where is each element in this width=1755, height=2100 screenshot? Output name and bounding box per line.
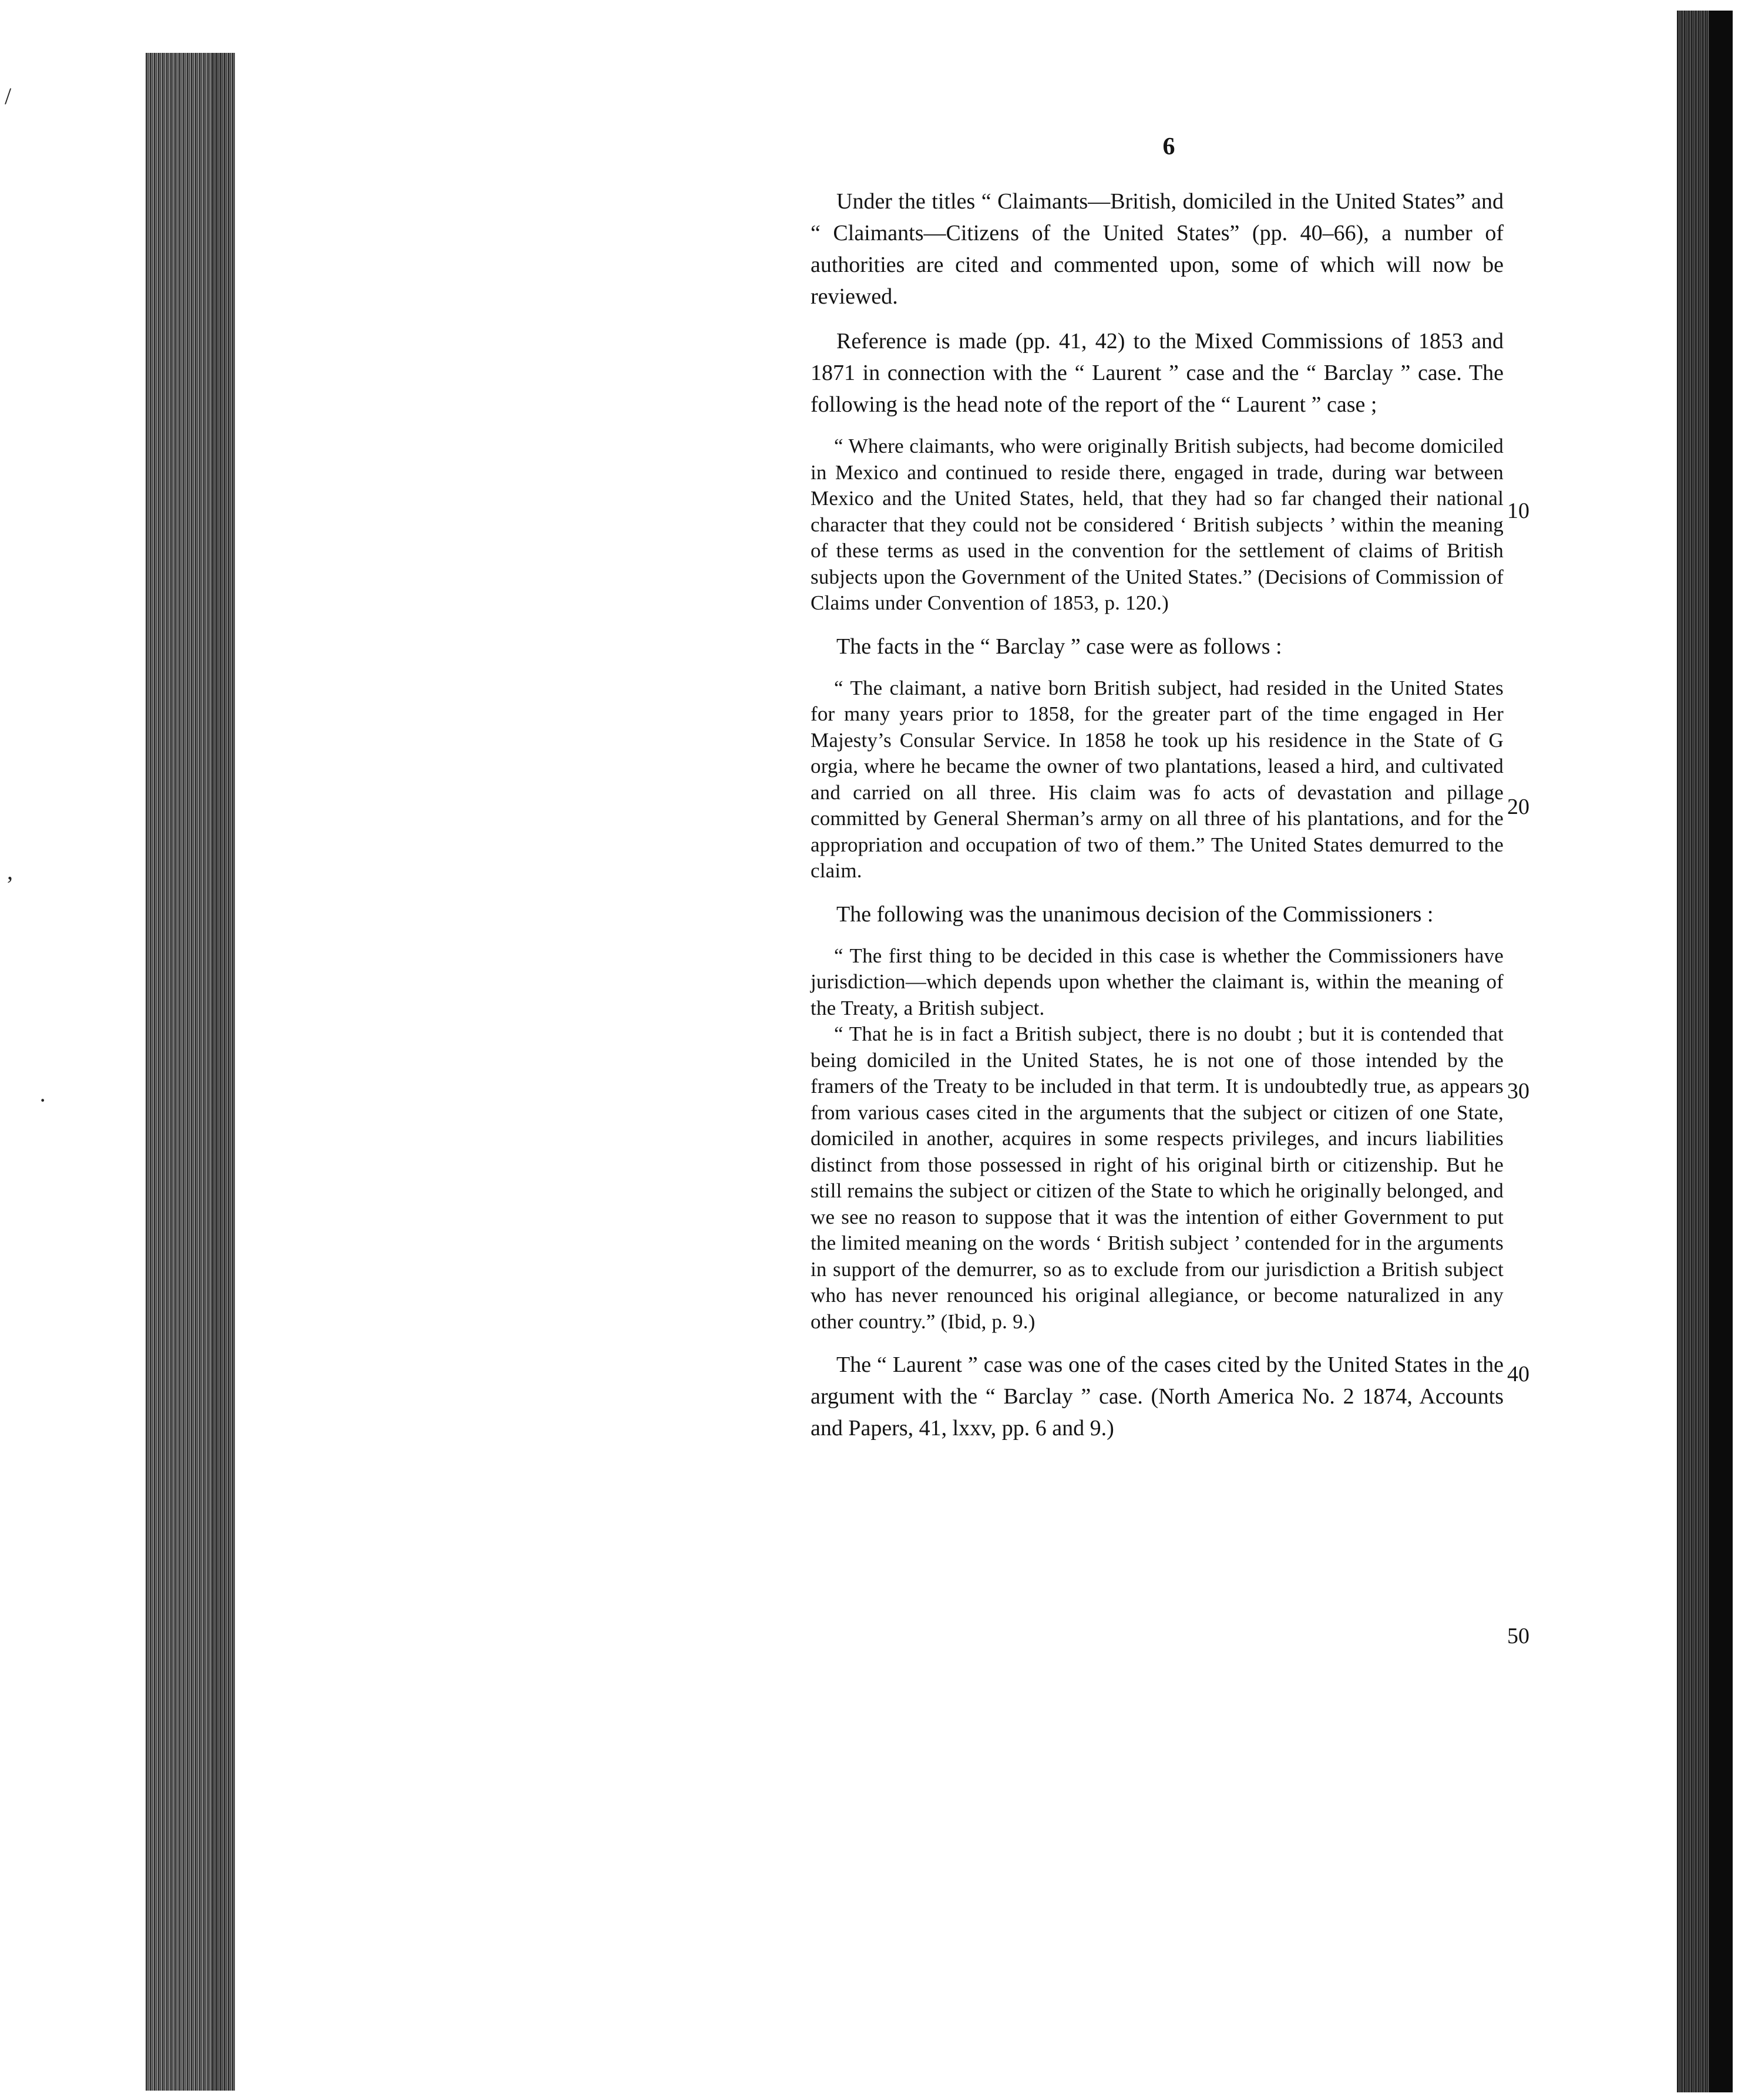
margin-mark: /	[5, 83, 12, 109]
paragraph: The facts in the “ Barclay ” case were as follows :	[836, 634, 1282, 659]
book-edge-shadow	[211, 53, 235, 2091]
block-quote: “ The first thing to be decided in this case is whether the Commissioners have jurisdiction—which depends upon whether the claimant is, within the meaning of the Treaty, a British subject.	[811, 944, 1504, 1019]
block-quote: “ The claimant, a native born British subject, had resided in the United States for many years prior to 1858, for the greater part of the time engaged in Her Majesty’s Consular Service. In 1858 he took up his residence in the State of G orgia, where he became the owner of two plantations, leased a hird, and cultivated and carried on all three. His claim was fo acts of devastation and pillage committed by General Sherman’s army on all three of his plantations, and for the appropriation and occupation of two of them.” The United States demurred to the claim.	[811, 676, 1504, 882]
block-quote: “ That he is in fact a British subject, there is no doubt ; but it is contended that being domiciled in the United States, he is not one of those intended by the framers of the Treaty to be included in that term. It is undoubtedly true, as appears from various cases cited in the arguments that the subject or citizen of one State, domiciled in another, acquires in some respects privileges, and incurs liabilities distinct from those possessed in right of his original birth or citizenship. But he still remains the subject or citizen of the State to which he originally belonged, and we see no reason to suppose that it was the intention of either Government to put the limited meaning on the words ‘ British subject ’ contended for in the arguments in support of the demurrer, so as to exclude from our jurisdiction a British subject who has never renounced his original allegiance, or become naturalized in any other country.” (Ibid, p. 9.)	[811, 1022, 1504, 1333]
line-number: 30	[1507, 1079, 1529, 1103]
page-body	[811, 186, 1504, 1457]
book-cover-right	[1709, 11, 1733, 2092]
margin-mark: ·	[39, 1087, 47, 1113]
line-number: 50	[1507, 1624, 1529, 1648]
paragraph: The “ Laurent ” case was one of the cases cited by the United States in the argument with the “ Barclay ” case. (North America No. 2 1874, Accounts and Papers, 41, lxxv, pp. 6 and 9.)	[811, 1352, 1504, 1441]
block-quote: “ Where claimants, who were originally British subjects, had become domiciled in Mexico and continued to reside there, engaged in trade, during war between Mexico and the United States, held, that they had so far changed their national character that they could not be considered ‘ British subjects ’ within the meaning of these terms as used in the convention for the settlement of claims of British subjects upon the Government of the United States.” (Decisions of Commission of Claims under Convention of 1853, p. 120.)	[811, 435, 1504, 614]
paragraph: Reference is made (pp. 41, 42) to the Mixed Commissions of 1853 and 1871 in connection with the “ Laurent ” case and the “ Barclay ” case. The following is the head note of the report of the “ Laurent ” case ;	[811, 329, 1504, 417]
paragraph: The following was the unanimous decision of the Commissioners :	[836, 901, 1434, 927]
line-number: 20	[1507, 795, 1529, 819]
page-number: 6	[1162, 133, 1175, 160]
line-number: 40	[1507, 1362, 1529, 1386]
book-edge-right	[1677, 11, 1709, 2092]
line-number: 10	[1507, 499, 1529, 523]
paragraph: Under the titles “ Claimants—British, domiciled in the United States” and “ Claimants—Citizens of the United States” (pp. 40–66), a number of authorities are cited and commented upon, some of which will now be reviewed.	[811, 189, 1504, 309]
margin-mark: ,	[7, 858, 13, 884]
